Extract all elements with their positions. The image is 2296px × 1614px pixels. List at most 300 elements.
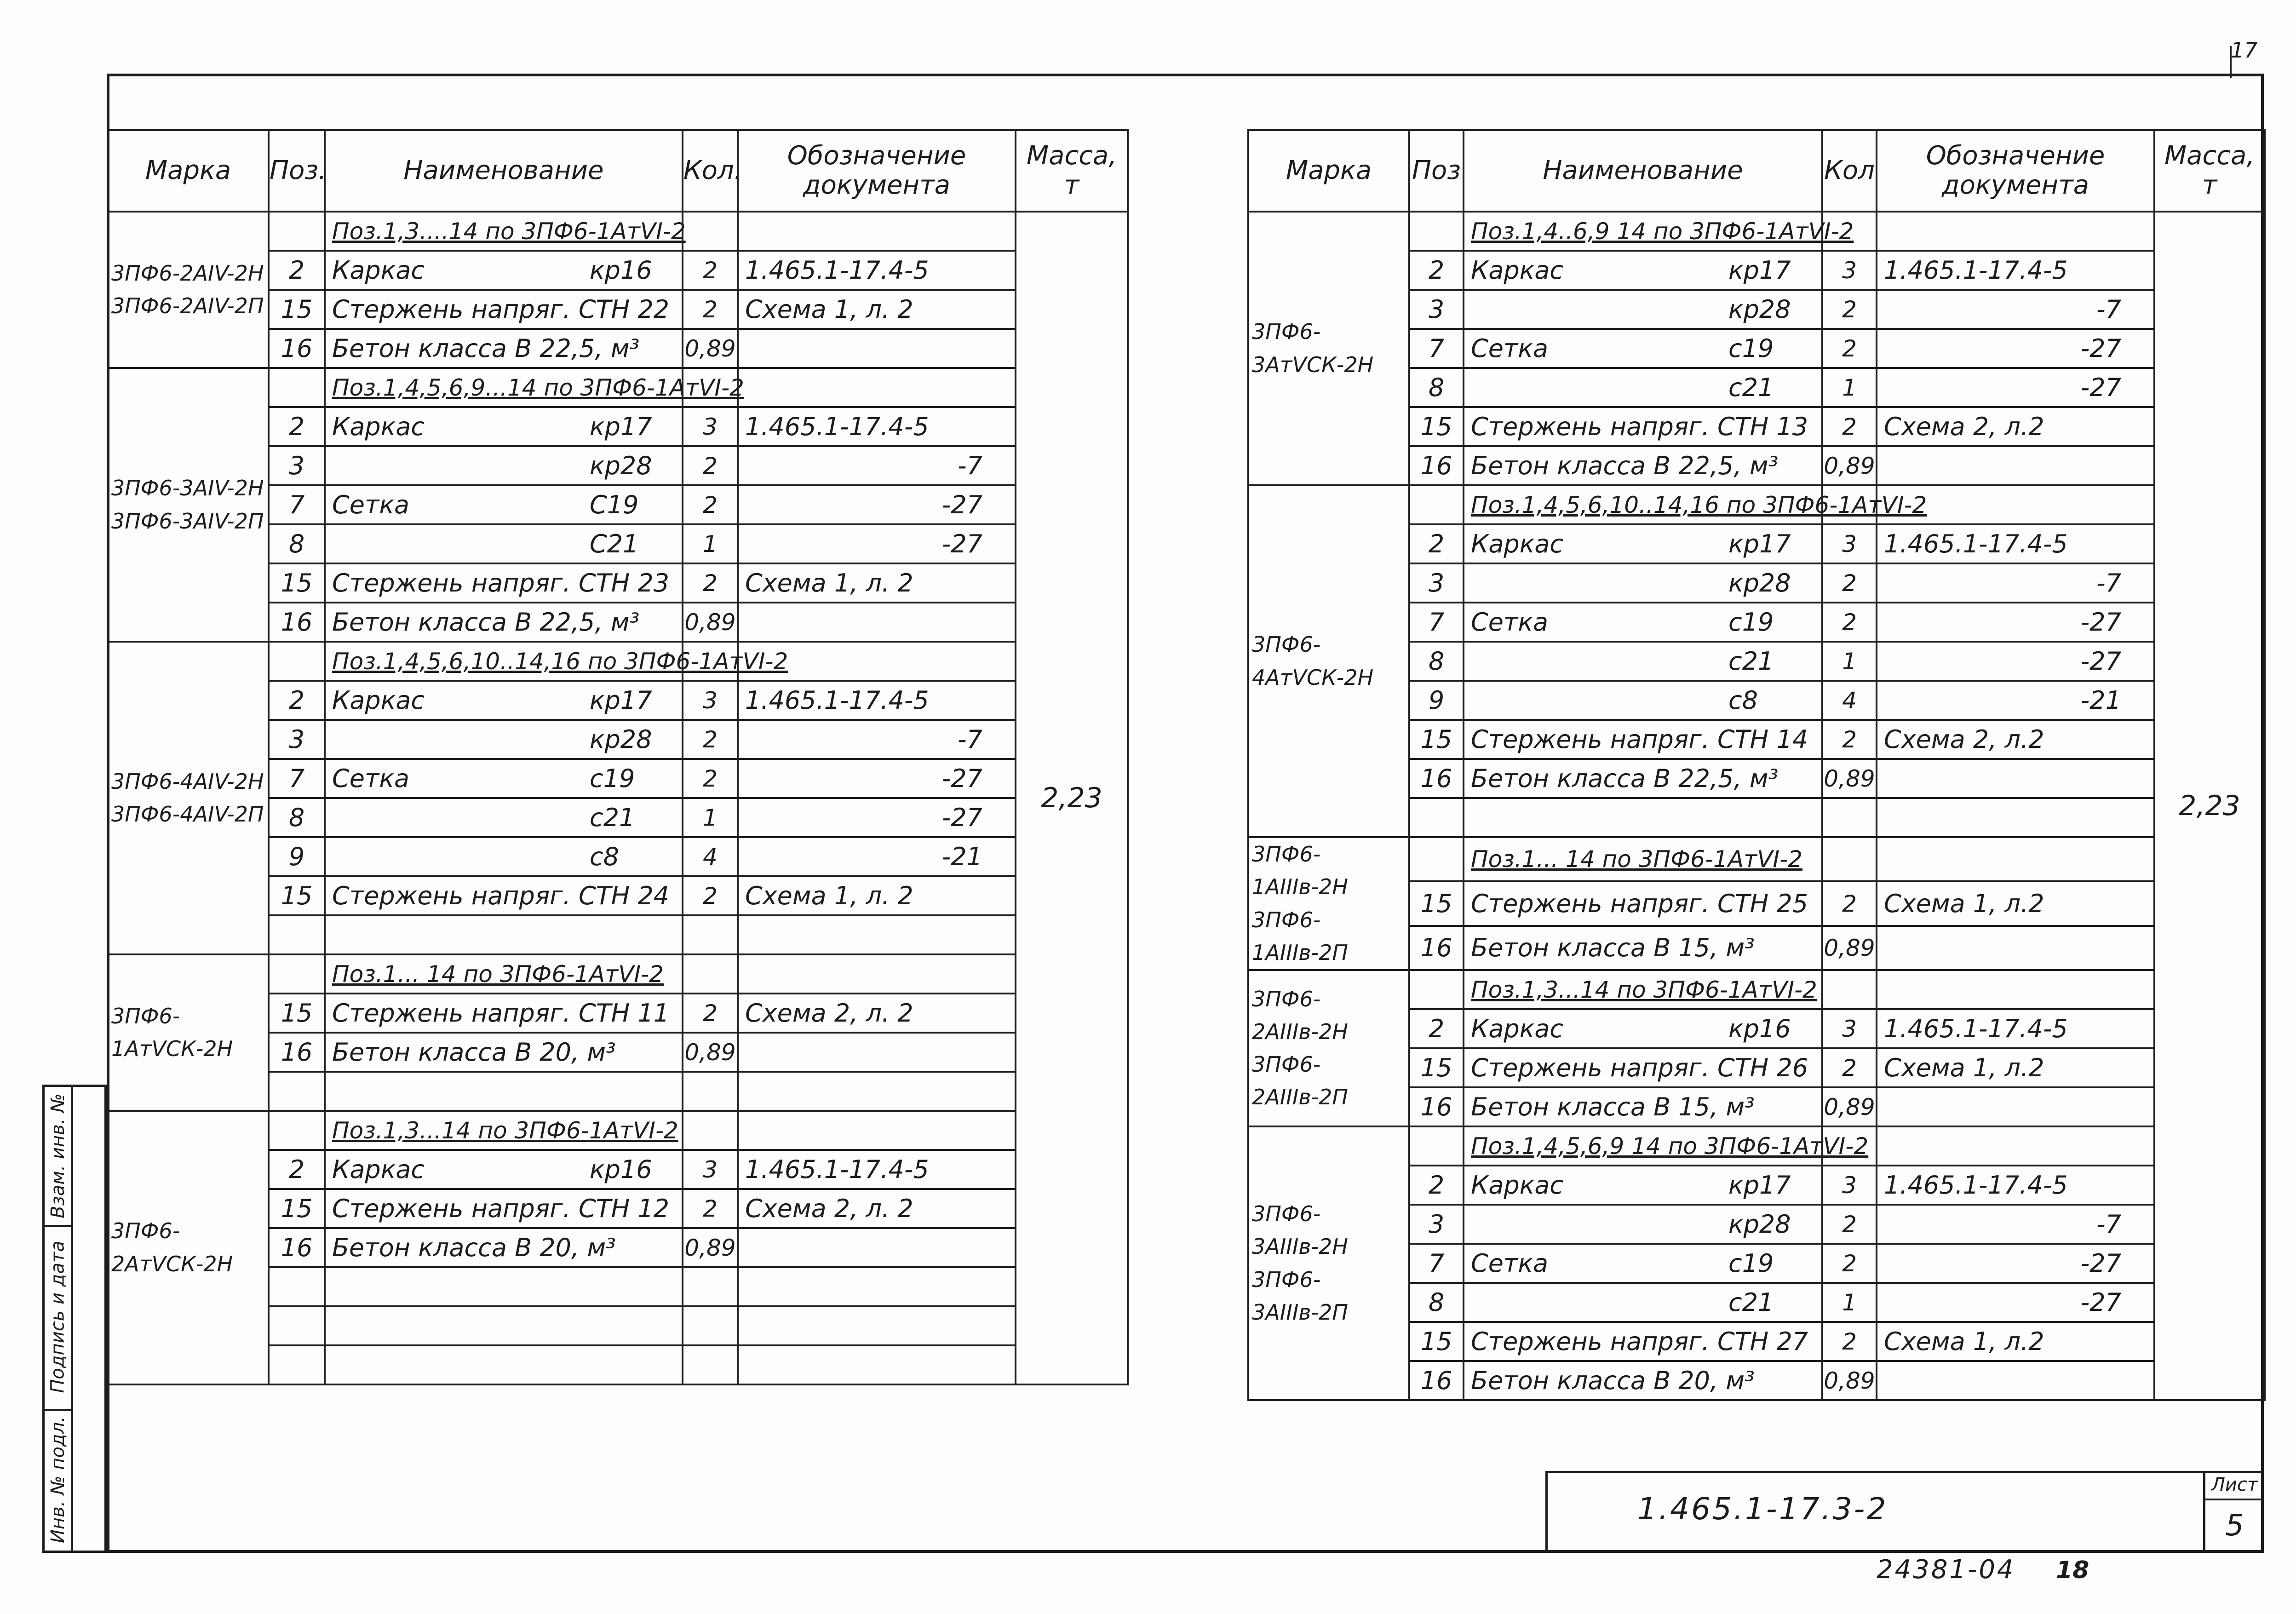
- doc-cell: 1.465.1-17.4-5: [738, 407, 1016, 446]
- pos-cell: 2: [1409, 1166, 1464, 1205]
- qty-cell: 0,89: [1822, 446, 1877, 485]
- mark-label: 3ПФ6-3AIIIв-2П: [1252, 1267, 1348, 1325]
- name-cell: [325, 1150, 683, 1189]
- item-name: Сетка: [1471, 333, 1549, 363]
- item-subname: с19: [1728, 1248, 1774, 1278]
- item-subname: с19: [590, 764, 635, 793]
- header-pos: Поз: [1409, 130, 1464, 212]
- doc-cell: [1877, 1087, 2154, 1126]
- item-subname: кр16: [590, 1154, 652, 1184]
- name-cell: [325, 915, 683, 954]
- qty-cell: 2: [683, 876, 738, 915]
- pos-cell: [1409, 798, 1464, 837]
- pos-cell: 2: [1409, 1009, 1464, 1048]
- qty-cell: 2: [683, 446, 738, 485]
- pos-cell: 8: [1409, 642, 1464, 681]
- header-name: Наименование: [1464, 130, 1822, 212]
- pos-cell: 2: [269, 681, 325, 720]
- name-cell: [1464, 251, 1822, 290]
- qty-cell: 2: [1822, 881, 1877, 925]
- pos-cell: [269, 212, 325, 251]
- pos-cell: 7: [1409, 603, 1464, 642]
- sheet-number: 5: [2225, 1509, 2244, 1543]
- ref-cell: Поз.1,3...14 по 3ПФ6-1AтVI-2: [325, 1111, 683, 1150]
- qty-cell: [683, 1306, 738, 1345]
- mark-label: 3ПФ6-2AIV-2H: [111, 260, 264, 286]
- group-ref-row: [1248, 837, 2265, 881]
- ref-cell: Поз.1,4,5,6,10..14,16 по 3ПФ6-1AтVI-2: [325, 642, 683, 681]
- item-subname: кр16: [590, 255, 652, 285]
- pos-cell: 15: [1409, 1048, 1464, 1087]
- doc-cell: 1.465.1-17.4-5: [1877, 251, 2154, 290]
- pos-cell: [1409, 970, 1464, 1009]
- doc-cell: [1877, 926, 2154, 970]
- mark-label: 3ПФ6-4AIV-2П: [111, 802, 264, 827]
- item-subname: С21: [590, 529, 639, 558]
- header-mass: Масса, т: [2154, 130, 2265, 212]
- name-cell: [325, 798, 683, 837]
- name-cell: [1464, 329, 1822, 368]
- qty-cell: 0,89: [683, 329, 738, 368]
- item-subname: кр17: [1728, 529, 1791, 558]
- qty-cell: 2: [1822, 290, 1877, 329]
- name-cell: [1464, 290, 1822, 329]
- pos-cell: 16: [269, 603, 325, 642]
- group-ref-row: [1248, 212, 2265, 251]
- header-mark: Марка: [108, 130, 269, 212]
- mark-cell: [108, 212, 269, 368]
- doc-cell: -7: [1877, 1205, 2154, 1244]
- qty-cell: 4: [683, 837, 738, 876]
- pos-cell: 15: [1409, 1322, 1464, 1361]
- qty-cell: 1: [1822, 1283, 1877, 1322]
- pos-cell: 15: [269, 1189, 325, 1228]
- doc-cell: -27: [1877, 368, 2154, 407]
- item-subname: кр17: [1728, 1170, 1791, 1200]
- name-cell: [325, 720, 683, 759]
- name-cell: [325, 1306, 683, 1345]
- name-cell: [325, 407, 683, 446]
- mark-label: 3ПФ6-1AIIIв-2П: [1252, 907, 1348, 965]
- header-doc: Обозначение документа: [1877, 130, 2154, 212]
- qty-cell: [683, 915, 738, 954]
- item-name: Бетон класса В 22,5, м³: [1471, 451, 1779, 480]
- pos-cell: [269, 1111, 325, 1150]
- doc-cell: [738, 1345, 1016, 1384]
- name-cell: [325, 759, 683, 798]
- pos-cell: 2: [269, 407, 325, 446]
- stamp-inv-podl: Инв. № подл.: [47, 1416, 69, 1543]
- item-name: Стержень напряг. СТН 26: [1471, 1053, 1808, 1082]
- qty-cell: 4: [1822, 681, 1877, 720]
- pos-cell: 3: [1409, 290, 1464, 329]
- document-code: 1.465.1-17.3-2: [1637, 1491, 1888, 1527]
- qty-cell: 2: [683, 251, 738, 290]
- name-cell: [325, 1189, 683, 1228]
- pos-cell: 16: [1409, 759, 1464, 798]
- qty-cell: 0,89: [683, 1033, 738, 1072]
- doc-cell: 1.465.1-17.4-5: [1877, 1009, 2154, 1048]
- name-cell: [325, 1072, 683, 1111]
- item-name: Бетон класса В 22,5, м³: [332, 607, 640, 637]
- item-name: Стержень напряг. СТН 13: [1471, 412, 1808, 441]
- header-qty: Кол.: [683, 130, 738, 212]
- doc-cell: -27: [738, 524, 1016, 563]
- name-cell: [325, 329, 683, 368]
- doc-cell: [738, 1033, 1016, 1072]
- doc-cell: -27: [738, 759, 1016, 798]
- mark-cell: [108, 642, 269, 954]
- group-ref-row: [108, 368, 1128, 407]
- group-ref-row: [108, 212, 1128, 251]
- item-name: Сетка: [1471, 1248, 1549, 1278]
- item-subname: с21: [1728, 646, 1774, 676]
- name-cell: [325, 603, 683, 642]
- qty-cell: 1: [683, 798, 738, 837]
- doc-cell: [738, 1111, 1016, 1150]
- mark-cell: [108, 1111, 269, 1384]
- qty-cell: 0,89: [1822, 1361, 1877, 1400]
- doc-cell: [738, 603, 1016, 642]
- doc-cell: Схема 2, л. 2: [738, 994, 1016, 1033]
- doc-cell: Схема 1, л.2: [1877, 881, 2154, 925]
- group-ref-row: [108, 954, 1128, 994]
- item-subname: с21: [590, 803, 635, 832]
- name-cell: [1464, 1166, 1822, 1205]
- doc-cell: Схема 1, л.2: [1877, 1048, 2154, 1087]
- item-subname: с21: [1728, 1287, 1774, 1317]
- mark-label: 3ПФ6-4AIV-2H: [111, 769, 264, 794]
- pos-cell: 16: [269, 1228, 325, 1267]
- doc-cell: -7: [738, 446, 1016, 485]
- item-name: Стержень напряг. СТН 22: [332, 294, 670, 324]
- doc-cell: [1877, 837, 2154, 881]
- item-subname: кр28: [1728, 1209, 1791, 1239]
- pos-cell: 2: [1409, 251, 1464, 290]
- mark-label: 3ПФ6-2AIV-2П: [111, 293, 264, 318]
- item-subname: кр28: [1728, 294, 1791, 324]
- qty-cell: 0,89: [1822, 926, 1877, 970]
- mark-cell: [108, 954, 269, 1111]
- pos-cell: 2: [1409, 524, 1464, 563]
- mass-cell: 2,23: [2154, 212, 2265, 1400]
- item-name: Бетон класса В 20, м³: [332, 1233, 616, 1262]
- pos-cell: 8: [1409, 1283, 1464, 1322]
- doc-cell: -27: [1877, 1244, 2154, 1283]
- qty-cell: 3: [1822, 1009, 1877, 1048]
- mark-cell: [1248, 837, 1409, 970]
- doc-cell: -27: [1877, 1283, 2154, 1322]
- item-subname: с8: [590, 842, 620, 871]
- item-name: Бетон класса В 22,5, м³: [1471, 764, 1779, 793]
- item-subname: кр28: [1728, 568, 1791, 597]
- qty-cell: 1: [1822, 368, 1877, 407]
- name-cell: [325, 1267, 683, 1306]
- ref-cell: Поз.1,4,5,6,9...14 по 3ПФ6-1AтVI-2: [325, 368, 683, 407]
- qty-cell: 2: [1822, 407, 1877, 446]
- doc-cell: 1.465.1-17.4-5: [738, 251, 1016, 290]
- vertical-stamp: [42, 1085, 107, 1553]
- pos-cell: 3: [269, 446, 325, 485]
- name-cell: [1464, 1048, 1822, 1087]
- name-cell: [1464, 1283, 1822, 1322]
- doc-cell: [738, 954, 1016, 994]
- header-pos: Поз.: [269, 130, 325, 212]
- qty-cell: 2: [1822, 563, 1877, 603]
- name-cell: [1464, 926, 1822, 970]
- mark-cell: [1248, 970, 1409, 1126]
- qty-cell: [683, 1345, 738, 1384]
- item-subname: с8: [1728, 685, 1758, 715]
- pos-cell: 16: [269, 1033, 325, 1072]
- header-doc: Обозначение документа: [738, 130, 1016, 212]
- pos-cell: 3: [1409, 1205, 1464, 1244]
- pos-cell: 8: [1409, 368, 1464, 407]
- item-name: Стержень напряг. СТН 12: [332, 1194, 670, 1223]
- name-cell: [325, 876, 683, 915]
- pos-cell: 8: [269, 524, 325, 563]
- item-name: Стержень напряг. СТН 27: [1471, 1327, 1808, 1356]
- item-name: Каркас: [332, 685, 425, 715]
- doc-cell: [738, 368, 1016, 407]
- doc-cell: [1877, 1361, 2154, 1400]
- group-ref-row: [108, 642, 1128, 681]
- group-ref-row: [1248, 1126, 2265, 1166]
- pos-cell: [269, 1306, 325, 1345]
- header-qty: Кол: [1822, 130, 1877, 212]
- doc-cell: -7: [1877, 290, 2154, 329]
- doc-cell: [1877, 798, 2154, 837]
- doc-cell: [1877, 970, 2154, 1009]
- pos-cell: 9: [269, 837, 325, 876]
- name-cell: [1464, 1205, 1822, 1244]
- pos-cell: 15: [269, 876, 325, 915]
- name-cell: [325, 1033, 683, 1072]
- left-spec-table: [107, 129, 1129, 1385]
- doc-cell: 1.465.1-17.4-5: [1877, 1166, 2154, 1205]
- name-cell: [325, 251, 683, 290]
- group-ref-row: [1248, 970, 2265, 1009]
- pos-cell: [1409, 485, 1464, 524]
- doc-cell: -21: [738, 837, 1016, 876]
- qty-cell: 0,89: [1822, 1087, 1877, 1126]
- doc-cell: Схема 1, л. 2: [738, 290, 1016, 329]
- footer-tag: 18: [2056, 1557, 2089, 1584]
- doc-cell: -27: [738, 798, 1016, 837]
- doc-cell: -21: [1877, 681, 2154, 720]
- pos-cell: 15: [269, 290, 325, 329]
- pos-cell: 3: [1409, 563, 1464, 603]
- name-cell: [1464, 1009, 1822, 1048]
- item-subname: кр17: [590, 412, 652, 441]
- doc-cell: [738, 329, 1016, 368]
- pos-cell: 7: [269, 485, 325, 524]
- name-cell: [325, 994, 683, 1033]
- qty-cell: 3: [683, 681, 738, 720]
- right-spec-table: [1247, 129, 2266, 1401]
- name-cell: [325, 290, 683, 329]
- item-name: Бетон класса В 20, м³: [1471, 1366, 1755, 1395]
- item-name: Бетон класса В 15, м³: [1471, 933, 1755, 962]
- qty-cell: 3: [683, 1150, 738, 1189]
- header-name: Наименование: [325, 130, 683, 212]
- item-subname: кр16: [1728, 1014, 1791, 1043]
- ref-cell: Поз.1,4..6,9 14 по 3ПФ6-1AтVI-2: [1464, 212, 1822, 251]
- name-cell: [1464, 1361, 1822, 1400]
- pos-cell: 15: [1409, 407, 1464, 446]
- item-subname: кр17: [1728, 255, 1791, 285]
- name-cell: [1464, 759, 1822, 798]
- mark-label: 3ПФ6-3AIV-2П: [111, 508, 264, 534]
- item-subname: С19: [590, 490, 639, 519]
- item-name: Каркас: [332, 412, 425, 441]
- qty-cell: 2: [683, 1189, 738, 1228]
- pos-cell: 16: [1409, 1361, 1464, 1400]
- mark-label: 3ПФ6-2AIIIв-2H: [1252, 986, 1348, 1044]
- doc-cell: [738, 212, 1016, 251]
- qty-cell: [683, 1072, 738, 1111]
- doc-cell: [738, 915, 1016, 954]
- mark-cell: [1248, 485, 1409, 837]
- qty-cell: 2: [683, 290, 738, 329]
- doc-cell: Схема 1, л.2: [1877, 1322, 2154, 1361]
- pos-cell: 9: [1409, 681, 1464, 720]
- doc-cell: [738, 1228, 1016, 1267]
- qty-cell: [1822, 837, 1877, 881]
- qty-cell: 2: [1822, 720, 1877, 759]
- sheet-label: Лист: [2205, 1471, 2264, 1500]
- doc-cell: Схема 1, л. 2: [738, 876, 1016, 915]
- pos-cell: 3: [269, 720, 325, 759]
- name-cell: [1464, 368, 1822, 407]
- pos-cell: [1409, 212, 1464, 251]
- mark-label: 3ПФ6-4AтVСК-2H: [1252, 632, 1374, 690]
- qty-cell: 2: [683, 994, 738, 1033]
- qty-cell: 2: [1822, 1244, 1877, 1283]
- pos-cell: [269, 1267, 325, 1306]
- name-cell: [325, 1345, 683, 1384]
- doc-cell: [1877, 759, 2154, 798]
- name-cell: [1464, 1244, 1822, 1283]
- ref-cell: Поз.1,3....14 по 3ПФ6-1AтVI-2: [325, 212, 683, 251]
- qty-cell: 3: [1822, 251, 1877, 290]
- name-cell: [1464, 1087, 1822, 1126]
- name-cell: [1464, 642, 1822, 681]
- pos-cell: 8: [269, 798, 325, 837]
- doc-cell: -27: [1877, 642, 2154, 681]
- item-name: Каркас: [332, 255, 425, 285]
- mark-label: 3ПФ6-2AтVСК-2H: [111, 1218, 233, 1276]
- qty-cell: 2: [1822, 329, 1877, 368]
- name-cell: [325, 1228, 683, 1267]
- doc-cell: Схема 2, л.2: [1877, 720, 2154, 759]
- doc-cell: 1.465.1-17.4-5: [1877, 524, 2154, 563]
- qty-cell: 3: [1822, 524, 1877, 563]
- ref-cell: Поз.1... 14 по 3ПФ6-1AтVI-2: [325, 954, 683, 994]
- header-mark: Марка: [1248, 130, 1409, 212]
- doc-cell: [1877, 446, 2154, 485]
- qty-cell: 1: [683, 524, 738, 563]
- doc-cell: Схема 2, л.2: [1877, 407, 2154, 446]
- pos-cell: 16: [1409, 926, 1464, 970]
- item-name: Стержень напряг. СТН 11: [332, 998, 670, 1028]
- item-name: Стержень напряг. СТН 25: [1471, 889, 1808, 918]
- item-name: Сетка: [332, 490, 410, 519]
- item-name: Стержень напряг. СТН 23: [332, 568, 670, 597]
- doc-cell: [1877, 1126, 2154, 1166]
- name-cell: [1464, 798, 1822, 837]
- stamp-podpis-cell: [45, 1225, 71, 1411]
- item-name: Бетон класса В 22,5, м³: [332, 333, 640, 363]
- mark-cell: [1248, 1126, 1409, 1400]
- qty-cell: 2: [1822, 603, 1877, 642]
- doc-cell: -7: [738, 720, 1016, 759]
- doc-cell: -7: [1877, 563, 2154, 603]
- name-cell: [1464, 681, 1822, 720]
- mark-label: 3ПФ6-1AтVСК-2H: [111, 1003, 233, 1061]
- qty-cell: 3: [683, 407, 738, 446]
- name-cell: [325, 446, 683, 485]
- footer-number: 24381-04: [1877, 1555, 2015, 1585]
- name-cell: [1464, 603, 1822, 642]
- mark-cell: [108, 368, 269, 642]
- qty-cell: 1: [1822, 642, 1877, 681]
- item-name: Каркас: [1471, 1014, 1564, 1043]
- doc-cell: [1877, 212, 2154, 251]
- name-cell: [1464, 563, 1822, 603]
- sheet-number-cell: [2203, 1471, 2264, 1553]
- group-ref-row: [1248, 485, 2265, 524]
- qty-cell: 2: [1822, 1205, 1877, 1244]
- item-name: Сетка: [332, 764, 410, 793]
- item-name: Бетон класса В 20, м³: [332, 1037, 616, 1067]
- item-subname: с19: [1728, 607, 1774, 637]
- qty-cell: 2: [683, 563, 738, 603]
- pos-cell: [1409, 837, 1464, 881]
- pos-cell: 16: [1409, 446, 1464, 485]
- item-name: Каркас: [1471, 529, 1564, 558]
- pos-cell: 16: [269, 329, 325, 368]
- item-subname: с21: [1728, 373, 1774, 402]
- name-cell: [325, 837, 683, 876]
- pos-cell: [269, 1072, 325, 1111]
- doc-cell: Схема 2, л. 2: [738, 1189, 1016, 1228]
- pos-cell: 2: [269, 251, 325, 290]
- name-cell: [1464, 881, 1822, 925]
- name-cell: [1464, 446, 1822, 485]
- name-cell: [1464, 524, 1822, 563]
- doc-cell: -27: [1877, 329, 2154, 368]
- item-name: Стержень напряг. СТН 24: [332, 881, 670, 910]
- qty-cell: 0,89: [683, 1228, 738, 1267]
- qty-cell: [1822, 970, 1877, 1009]
- doc-cell: -27: [738, 485, 1016, 524]
- qty-cell: [1822, 798, 1877, 837]
- pos-cell: 7: [1409, 329, 1464, 368]
- item-name: Каркас: [1471, 255, 1564, 285]
- header-mass: Масса, т: [1016, 130, 1128, 212]
- item-name: Каркас: [1471, 1170, 1564, 1200]
- name-cell: [325, 485, 683, 524]
- name-cell: [325, 681, 683, 720]
- name-cell: [1464, 407, 1822, 446]
- pos-cell: [269, 915, 325, 954]
- pos-cell: 16: [1409, 1087, 1464, 1126]
- item-subname: кр28: [590, 724, 652, 754]
- pos-cell: 7: [269, 759, 325, 798]
- item-name: Стержень напряг. СТН 14: [1471, 724, 1808, 754]
- name-cell: [325, 524, 683, 563]
